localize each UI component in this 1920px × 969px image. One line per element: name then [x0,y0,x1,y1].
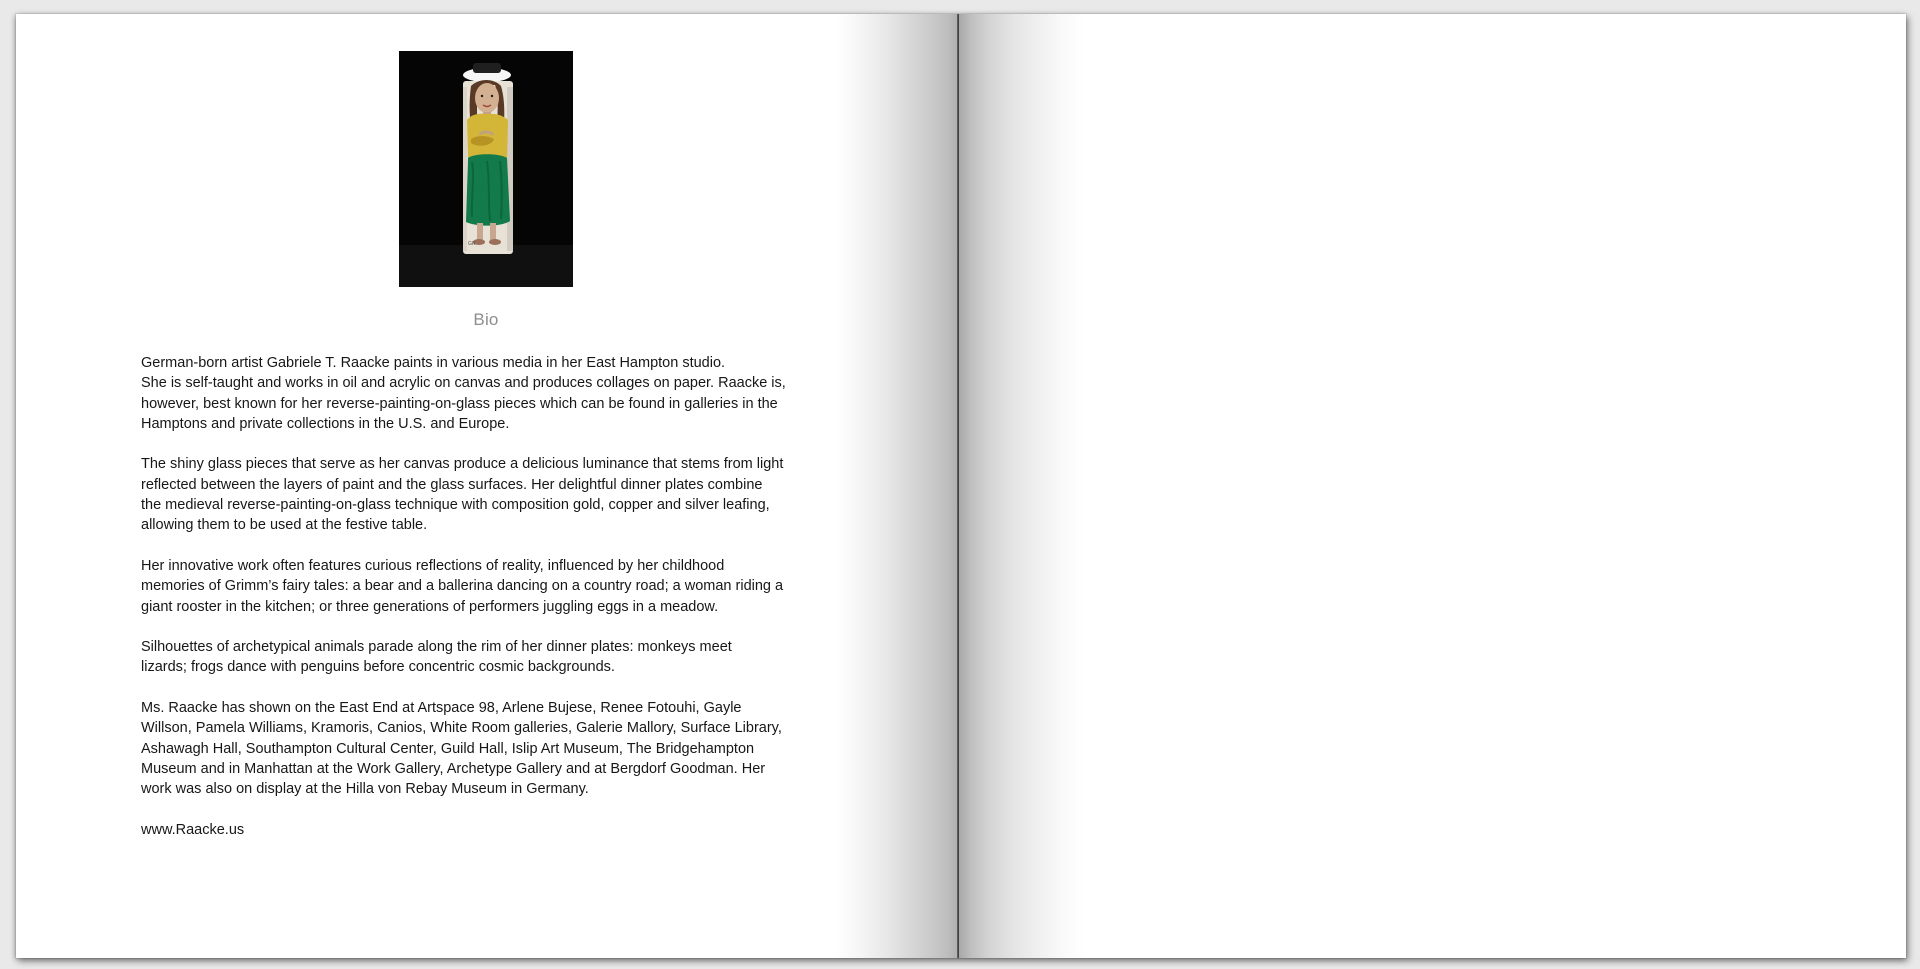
bio-line: Her innovative work often features curious reflections of reality, influenced by her childhood [141,557,725,574]
bio-text [141,353,849,860]
bio-line: the medieval reverse-painting-on-glass technique with composition gold, copper and silver leafing, [141,497,770,514]
bio-line: lizards; frogs dance with penguins before concentric cosmic backgrounds. [141,659,615,676]
website-paragraph [141,820,849,840]
bio-line: giant rooster in the kitchen; or three generations of performers juggling eggs in a meadow. [141,598,719,615]
bio-heading: Bio [473,310,499,329]
svg-text:GR: GR [468,241,476,247]
bio-paragraph [141,637,849,678]
bio-line: Museum and in Manhattan at the Work Gallery, Archetype Gallery and at Bergdorf Goodman. Her [141,760,766,777]
bio-paragraph [141,698,849,799]
open-book [16,14,1906,958]
bio-line: The shiny glass pieces that serve as her canvas produce a delicious luminance that stems from light [141,456,784,473]
bio-line: allowing them to be used at the festive table. [141,517,428,534]
bio-line: Hamptons and private collections in the U.S. and Europe. [141,415,510,432]
right-page [959,14,1906,958]
bio-line: Ms. Raacke has shown on the East End at Artspace 98, Arlene Bujese, Renee Fotouhi, Gayle [141,700,742,717]
bio-line: Silhouettes of archetypical animals parade along the rim of her dinner plates: monkeys meet [141,639,732,656]
bio-line: memories of Grimm’s fairy tales: a bear and a ballerina dancing on a country road; a woman riding a [141,578,784,595]
bio-paragraph [141,454,849,535]
bio-line: Ashawagh Hall, Southampton Cultural Center, Guild Hall, Islip Art Museum, The Bridgehampton [141,740,755,757]
bio-line: German-born artist Gabriele T. Raacke paints in various media in her East Hampton studio. [141,355,726,371]
bio-line: She is self-taught and works in oil and acrylic on canvas and produces collages on paper. Raacke is, [141,375,786,392]
bio-line: reflected between the layers of paint and the glass surfaces. Her delightful dinner plates combine [141,476,763,493]
bio-paragraph [141,353,849,434]
bio-line: Willson, Pamela Williams, Kramoris, Canios, White Room galleries, Galerie Mallory, Surface Library, [141,720,782,737]
bio-paragraph [141,556,849,617]
bio-line: however, best known for her reverse-painting-on-glass pieces which can be found in galleries in the [141,395,778,412]
bio-line: work was also on display at the Hilla von Rebay Museum in Germany. [141,781,589,798]
left-page [16,14,959,958]
woman-portrait-painting-icon [399,51,573,287]
website-link[interactable]: www.Raacke.us [141,821,245,838]
artwork-frame [399,51,573,287]
